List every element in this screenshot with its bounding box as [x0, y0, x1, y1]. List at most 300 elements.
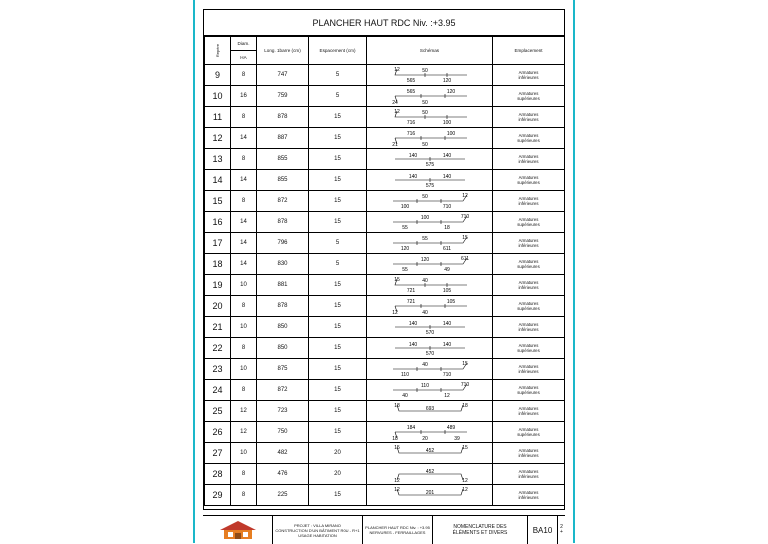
location-cell	[493, 317, 565, 338]
schema-cell	[367, 191, 493, 212]
spacing-cell: 15	[309, 149, 367, 170]
row-number: 20	[205, 296, 231, 317]
subject-level: PLANCHER HAUT RDC Niv. : +3.95	[365, 525, 430, 530]
header-diam: Diam.	[231, 37, 257, 51]
row-number: 17	[205, 233, 231, 254]
location-line2: inférieures	[518, 285, 539, 290]
location-line1: Armatures	[518, 469, 539, 474]
location-cell	[493, 170, 565, 191]
dim-top: 40	[421, 278, 428, 284]
table-row	[205, 65, 565, 86]
row-number: 9	[205, 65, 231, 86]
schema-cell	[367, 443, 493, 464]
location-line1: Armatures	[518, 154, 539, 159]
length-cell: 747	[257, 65, 309, 86]
location-line1: Armatures	[518, 217, 539, 222]
rebar-shape-sketch	[385, 150, 475, 168]
row-number: 28	[205, 464, 231, 485]
dim-bottom: 50	[421, 142, 428, 147]
location-cell	[493, 254, 565, 275]
location-cell	[493, 422, 565, 443]
dim-main: 611	[442, 246, 451, 252]
table-row	[205, 128, 565, 149]
diameter-cell: 14	[231, 170, 257, 191]
length-cell: 887	[257, 128, 309, 149]
dim-hook: 12	[393, 67, 400, 73]
diameter-cell: 10	[231, 443, 257, 464]
length-cell: 830	[257, 254, 309, 275]
header-schema: Schémas	[367, 37, 493, 65]
spacing-cell: 15	[309, 380, 367, 401]
dim-left: 55	[401, 225, 408, 231]
dim-right: 140	[442, 153, 451, 159]
project-description: CONSTRUCTION D'UN BÂTIMENT R0U - R+1	[275, 527, 360, 533]
location-line2: inférieures	[518, 453, 539, 458]
row-number: 10	[205, 86, 231, 107]
table-row	[205, 359, 565, 380]
diameter-cell: 8	[231, 107, 257, 128]
length-cell: 482	[257, 443, 309, 464]
spacing-cell: 15	[309, 170, 367, 191]
spacing-cell: 15	[309, 401, 367, 422]
rebar-shape-sketch	[385, 129, 475, 147]
table-row	[205, 254, 565, 275]
rebar-shape-sketch	[385, 402, 475, 420]
dim-end: 100	[446, 131, 455, 137]
row-number: 29	[205, 485, 231, 506]
rebar-shape-sketch	[385, 171, 475, 189]
title-block	[203, 515, 565, 544]
rebar-shape-sketch	[385, 339, 475, 357]
length-cell: 881	[257, 275, 309, 296]
row-number: 18	[205, 254, 231, 275]
diameter-cell: 10	[231, 359, 257, 380]
table-row	[205, 275, 565, 296]
diameter-cell: 8	[231, 380, 257, 401]
spacing-cell: 20	[309, 443, 367, 464]
location-line1: Armatures	[518, 490, 539, 495]
dim-end: 120	[442, 78, 451, 84]
dim-hook: 24	[391, 100, 398, 105]
location-cell	[493, 296, 565, 317]
dim-hook: 15	[393, 277, 400, 283]
diameter-cell: 8	[231, 191, 257, 212]
spacing-cell: 15	[309, 275, 367, 296]
schema-cell	[367, 254, 493, 275]
dim-top: 55	[421, 236, 428, 242]
header-length: Long. 1barre (cm)	[257, 37, 309, 65]
dim-top: 50	[421, 68, 428, 74]
house-logo-icon	[216, 519, 260, 541]
table-row	[205, 191, 565, 212]
length-cell: 796	[257, 233, 309, 254]
diameter-cell: 14	[231, 233, 257, 254]
location-line2: inférieures	[518, 201, 539, 206]
length-cell: 875	[257, 359, 309, 380]
location-cell	[493, 380, 565, 401]
row-number: 12	[205, 128, 231, 149]
location-line2: inférieures	[518, 474, 539, 479]
dim-bottom: 40	[421, 310, 428, 315]
dim-main: 201	[425, 490, 434, 496]
diameter-cell: 8	[231, 485, 257, 506]
location-line1: Armatures	[518, 259, 539, 264]
page-title: PLANCHER HAUT RDC Niv. :+3.95	[204, 10, 564, 36]
location-line2: inférieures	[518, 327, 539, 332]
spacing-cell: 5	[309, 233, 367, 254]
dim-right-hook: 12	[461, 478, 468, 483]
location-line1: Armatures	[518, 301, 539, 306]
rebar-shape-sketch	[385, 213, 475, 231]
schema-cell	[367, 296, 493, 317]
page-number	[558, 516, 565, 544]
location-cell	[493, 464, 565, 485]
location-cell	[493, 128, 565, 149]
row-number: 14	[205, 170, 231, 191]
length-cell: 878	[257, 212, 309, 233]
diameter-cell: 8	[231, 338, 257, 359]
header-rep: Repère	[205, 37, 231, 65]
spacing-cell: 15	[309, 212, 367, 233]
length-cell: 872	[257, 380, 309, 401]
spacing-cell: 5	[309, 254, 367, 275]
location-line2: supérieures	[517, 348, 540, 353]
schema-cell	[367, 170, 493, 191]
length-cell: 855	[257, 170, 309, 191]
row-number: 19	[205, 275, 231, 296]
location-line2: supérieures	[517, 306, 540, 311]
rebar-shape-sketch	[385, 66, 475, 84]
dim-hook: 611	[460, 256, 469, 262]
document-title-line1: NOMENCLATURE DES	[453, 524, 507, 530]
schema-cell	[367, 275, 493, 296]
location-cell	[493, 401, 565, 422]
dim-main: 693	[425, 406, 434, 412]
diameter-cell: 8	[231, 296, 257, 317]
rebar-shape-sketch	[385, 234, 475, 252]
dim-left: 40	[401, 393, 408, 399]
spacing-cell: 15	[309, 422, 367, 443]
document-title-line2: ÉLÉMENTS ET DIVERS	[452, 530, 508, 536]
dim-main: 721	[406, 288, 415, 294]
row-number: 23	[205, 359, 231, 380]
schema-cell	[367, 359, 493, 380]
rebar-shape-sketch	[385, 444, 475, 462]
dim-main: 710	[442, 372, 451, 378]
location-cell	[493, 359, 565, 380]
table-row	[205, 107, 565, 128]
dim-top: 40	[421, 362, 428, 368]
dim-top: 110	[420, 383, 429, 389]
dim-left: 120	[400, 246, 409, 252]
schema-cell	[367, 338, 493, 359]
row-number: 27	[205, 443, 231, 464]
diameter-cell: 16	[231, 86, 257, 107]
dim-hook: 15	[461, 235, 468, 241]
drawing-reference: BA10	[528, 516, 558, 544]
table-row	[205, 485, 565, 506]
location-line1: Armatures	[518, 343, 539, 348]
dim-hook: 12	[461, 193, 468, 199]
spacing-cell: 15	[309, 359, 367, 380]
location-cell	[493, 443, 565, 464]
spacing-cell: 15	[309, 128, 367, 149]
location-cell	[493, 65, 565, 86]
rebar-table	[204, 36, 565, 506]
location-line2: supérieures	[517, 390, 540, 395]
schema-cell	[367, 485, 493, 506]
diameter-cell: 14	[231, 254, 257, 275]
diameter-cell: 12	[231, 401, 257, 422]
table-row	[205, 422, 565, 443]
dim-main: 452	[425, 469, 434, 475]
diameter-cell: 10	[231, 275, 257, 296]
dim-top: 100	[420, 215, 429, 221]
dim-hook: 21	[391, 142, 398, 147]
row-number: 22	[205, 338, 231, 359]
dim-right-hook: 18	[461, 403, 468, 409]
dim-hook: 15	[461, 361, 468, 367]
dim-right: 140	[442, 342, 451, 348]
row-number: 11	[205, 107, 231, 128]
dim-left: 140	[408, 153, 417, 159]
header-ha: HA	[231, 51, 257, 65]
table-row	[205, 296, 565, 317]
location-line1: Armatures	[518, 196, 539, 201]
dim-left: 100	[400, 204, 409, 210]
rebar-shape-sketch	[385, 381, 475, 399]
dim-main: 452	[425, 448, 434, 454]
dim-left: 140	[408, 342, 417, 348]
dim-main: 716	[406, 131, 415, 137]
location-line1: Armatures	[518, 385, 539, 390]
dim-left-hook: 15	[393, 445, 400, 451]
location-line1: Armatures	[518, 322, 539, 327]
dim-main: 565	[406, 78, 415, 84]
diameter-cell: 8	[231, 149, 257, 170]
dim-main: 721	[406, 299, 415, 305]
rebar-shape-sketch	[385, 297, 475, 315]
location-line1: Armatures	[518, 112, 539, 117]
table-row	[205, 86, 565, 107]
table-row	[205, 380, 565, 401]
dim-top: 50	[421, 110, 428, 116]
length-cell: 878	[257, 107, 309, 128]
project-usage: USAGE HABITATION	[298, 532, 337, 538]
schema-cell	[367, 65, 493, 86]
dim-right: 140	[442, 321, 451, 327]
dim-end: 120	[446, 89, 455, 95]
schema-cell	[367, 107, 493, 128]
spacing-cell: 15	[309, 338, 367, 359]
length-cell: 750	[257, 422, 309, 443]
drawing-subject	[363, 516, 433, 544]
nomenclature-frame	[203, 9, 565, 510]
row-number: 26	[205, 422, 231, 443]
location-line2: inférieures	[518, 159, 539, 164]
dim-hook: 18	[391, 436, 398, 441]
location-line2: supérieures	[517, 222, 540, 227]
dim-bottom: 50	[421, 100, 428, 105]
spacing-cell: 20	[309, 464, 367, 485]
rebar-shape-sketch	[385, 87, 475, 105]
rebar-shape-sketch	[385, 255, 475, 273]
length-cell: 850	[257, 338, 309, 359]
plus-icon: +	[560, 529, 563, 535]
length-cell: 872	[257, 191, 309, 212]
location-cell	[493, 86, 565, 107]
dim-end: 105	[446, 299, 455, 305]
location-line2: inférieures	[518, 369, 539, 374]
dim-main: 12	[443, 393, 450, 399]
length-cell: 855	[257, 149, 309, 170]
location-line2: supérieures	[517, 264, 540, 269]
location-line2: inférieures	[518, 411, 539, 416]
length-cell: 759	[257, 86, 309, 107]
location-cell	[493, 212, 565, 233]
dim-end: 105	[442, 288, 451, 294]
dim-top: 50	[421, 194, 428, 200]
table-row	[205, 401, 565, 422]
dim-top: 120	[420, 257, 429, 263]
schema-cell	[367, 212, 493, 233]
diameter-cell: 8	[231, 65, 257, 86]
dim-left-hook: 12	[393, 487, 400, 493]
schema-cell	[367, 128, 493, 149]
table-row	[205, 170, 565, 191]
table-row	[205, 212, 565, 233]
diameter-cell: 14	[231, 128, 257, 149]
location-line2: supérieures	[517, 138, 540, 143]
dim-extra: 39	[453, 436, 460, 441]
location-cell	[493, 485, 565, 506]
rebar-shape-sketch	[385, 360, 475, 378]
document-title	[433, 516, 528, 544]
schema-cell	[367, 380, 493, 401]
drawing-sheet	[193, 0, 575, 543]
dim-right-hook: 15	[461, 445, 468, 451]
dim-main: 565	[406, 89, 415, 95]
location-cell	[493, 338, 565, 359]
dim-center: 570	[425, 351, 434, 357]
diameter-cell: 14	[231, 212, 257, 233]
row-number: 16	[205, 212, 231, 233]
location-line1: Armatures	[518, 175, 539, 180]
dim-left: 140	[408, 174, 417, 180]
subject-type: NERVURES - FERRAILLAGES	[369, 530, 426, 535]
spacing-cell: 5	[309, 65, 367, 86]
location-line1: Armatures	[518, 406, 539, 411]
project-info	[273, 516, 363, 544]
spacing-cell: 15	[309, 485, 367, 506]
dim-left-hook: 12	[393, 478, 400, 483]
dim-hook: 710	[460, 382, 469, 388]
location-line2: supérieures	[517, 180, 540, 185]
rebar-shape-sketch	[385, 486, 475, 504]
rebar-shape-sketch	[385, 423, 475, 441]
dim-left: 110	[400, 372, 409, 378]
dim-right-hook: 12	[461, 487, 468, 493]
spacing-cell: 15	[309, 107, 367, 128]
header-spacing: Espacement (cm)	[309, 37, 367, 65]
diameter-cell: 12	[231, 422, 257, 443]
spacing-cell: 15	[309, 191, 367, 212]
schema-cell	[367, 86, 493, 107]
dim-hook: 12	[393, 109, 400, 115]
dim-main: 18	[443, 225, 450, 231]
header-location: Emplacement	[493, 37, 565, 65]
dim-left-hook: 18	[393, 403, 400, 409]
rebar-shape-sketch	[385, 108, 475, 126]
spacing-cell: 5	[309, 86, 367, 107]
dim-left: 140	[408, 321, 417, 327]
location-line2: inférieures	[518, 495, 539, 500]
location-cell	[493, 275, 565, 296]
dim-main: 49	[443, 267, 450, 273]
table-row	[205, 464, 565, 485]
dim-main: 710	[442, 204, 451, 210]
row-number: 25	[205, 401, 231, 422]
table-row	[205, 149, 565, 170]
dim-bottom: 20	[421, 436, 428, 441]
length-cell: 723	[257, 401, 309, 422]
rebar-shape-sketch	[385, 318, 475, 336]
location-cell	[493, 191, 565, 212]
length-cell: 878	[257, 296, 309, 317]
diameter-cell: 10	[231, 317, 257, 338]
rebar-shape-sketch	[385, 276, 475, 294]
schema-cell	[367, 149, 493, 170]
dim-center: 575	[425, 183, 434, 189]
table-row	[205, 338, 565, 359]
schema-cell	[367, 317, 493, 338]
rebar-shape-sketch	[385, 465, 475, 483]
dim-right: 140	[442, 174, 451, 180]
row-number: 15	[205, 191, 231, 212]
schema-cell	[367, 464, 493, 485]
dim-end: 100	[442, 120, 451, 126]
project-name: PROJET : VILLA MIRANO	[294, 522, 341, 528]
dim-hook: 12	[391, 310, 398, 315]
location-line2: supérieures	[517, 96, 540, 101]
location-line1: Armatures	[518, 70, 539, 75]
location-line1: Armatures	[518, 238, 539, 243]
dim-main: 716	[406, 120, 415, 126]
location-line1: Armatures	[518, 133, 539, 138]
row-number: 24	[205, 380, 231, 401]
spacing-cell: 15	[309, 317, 367, 338]
location-line1: Armatures	[518, 280, 539, 285]
page-number-value: 2	[560, 524, 563, 530]
dim-center: 575	[425, 162, 434, 168]
location-line1: Armatures	[518, 448, 539, 453]
location-cell	[493, 233, 565, 254]
row-number: 21	[205, 317, 231, 338]
location-line2: inférieures	[518, 75, 539, 80]
location-cell	[493, 149, 565, 170]
location-line1: Armatures	[518, 364, 539, 369]
location-line1: Armatures	[518, 427, 539, 432]
schema-cell	[367, 422, 493, 443]
location-line2: inférieures	[518, 117, 539, 122]
dim-hook: 710	[460, 214, 469, 220]
spacing-cell: 15	[309, 296, 367, 317]
rebar-shape-sketch	[385, 192, 475, 210]
schema-cell	[367, 401, 493, 422]
diameter-cell: 8	[231, 464, 257, 485]
company-logo	[203, 516, 273, 544]
dim-center: 570	[425, 330, 434, 336]
